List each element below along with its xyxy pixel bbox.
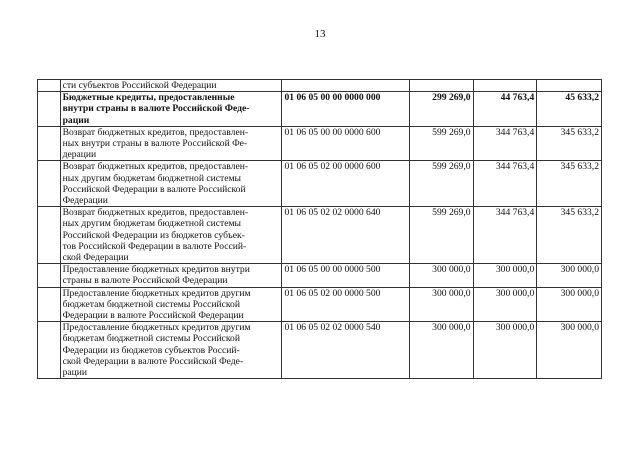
- budget-table-body: [38, 80, 602, 379]
- amount-cell-3: 345 633,2: [537, 126, 602, 161]
- margin-cell: [38, 207, 61, 264]
- budget-code-cell: 01 06 05 02 02 0000 640: [282, 207, 409, 264]
- budget-code-cell: 01 06 05 02 00 0000 500: [282, 287, 409, 322]
- amount-cell-1: [409, 80, 473, 92]
- budget-code-cell: 01 06 05 02 02 0000 540: [282, 322, 409, 379]
- item-name-line: рации: [62, 114, 90, 126]
- item-name-line: Предоставление бюджетных кредитов другим: [62, 287, 251, 299]
- item-name-line: ской Федерации в валюте Российской Феде-: [62, 355, 244, 367]
- amount-cell-3: 45 633,2: [537, 92, 602, 127]
- item-name-line: Российской Федерации из бюджетов субъек-: [62, 229, 245, 241]
- item-name-line: сти субъектов Российской Федерации: [62, 80, 217, 91]
- amount-cell-2: 344 763,4: [473, 207, 537, 264]
- item-name-line: дерации: [62, 149, 97, 161]
- amount-cell-3: 345 633,2: [537, 161, 602, 207]
- margin-cell: [38, 161, 61, 207]
- item-name-line: бюджетам бюджетной системы Российской: [62, 333, 240, 345]
- amount-cell-2: 44 763,4: [473, 92, 537, 127]
- item-name-line: бюджетам бюджетной системы Российской: [62, 298, 240, 310]
- margin-cell: [38, 264, 61, 287]
- item-name-line: Федерации в валюте Российской Федерации: [62, 310, 244, 322]
- budget-table: [37, 79, 602, 379]
- amount-cell-2: [473, 80, 537, 92]
- budget-code-cell: [282, 80, 409, 92]
- item-name-line: Федерации: [62, 195, 108, 207]
- margin-cell: [38, 287, 61, 322]
- amount-cell-3: 300 000,0: [537, 322, 602, 379]
- amount-cell-2: 300 000,0: [473, 264, 537, 287]
- amount-cell-2: 300 000,0: [473, 287, 537, 322]
- item-name-cell: [60, 207, 282, 264]
- item-name-line: рации: [62, 367, 88, 379]
- item-name-line: Возврат бюджетных кредитов, предоставлен-: [62, 161, 249, 173]
- item-name-cell: [60, 80, 282, 92]
- margin-cell: [38, 126, 61, 161]
- item-name-line: Российской Федерации в валюте Российской: [62, 183, 246, 195]
- table-row: [38, 126, 602, 161]
- amount-cell-1: 300 000,0: [409, 322, 473, 379]
- item-name-line: Возврат бюджетных кредитов, предоставлен-: [62, 207, 249, 219]
- item-name-line: ской Федерации: [62, 252, 129, 264]
- item-name-line: Федерации из бюджетов субъектов Россий-: [62, 344, 240, 356]
- table-row: [38, 207, 602, 264]
- amount-cell-1: 300 000,0: [409, 287, 473, 322]
- amount-cell-1: 599 269,0: [409, 126, 473, 161]
- margin-cell: [38, 92, 61, 127]
- item-name-cell: [60, 287, 282, 322]
- amount-cell-3: 300 000,0: [537, 287, 602, 322]
- table-row: [38, 92, 602, 127]
- table-row: [38, 80, 602, 92]
- budget-code-cell: 01 06 05 02 00 0000 600: [282, 161, 409, 207]
- amount-cell-3: 300 000,0: [537, 264, 602, 287]
- item-name-line: внутри страны в валюте Российской Феде-: [62, 103, 250, 115]
- item-name-line: ных другим бюджетам бюджетной системы: [62, 218, 241, 230]
- item-name-cell: [60, 322, 282, 379]
- budget-code-cell: 01 06 05 00 00 0000 000: [282, 92, 409, 127]
- item-name-line: Возврат бюджетных кредитов, предоставлен-: [62, 126, 249, 138]
- amount-cell-2: 344 763,4: [473, 161, 537, 207]
- amount-cell-3: 345 633,2: [537, 207, 602, 264]
- item-name-line: ных внутри страны в валюте Российской Фе-: [62, 138, 248, 150]
- budget-code-cell: 01 06 05 00 00 0000 600: [282, 126, 409, 161]
- margin-cell: [38, 80, 61, 92]
- amount-cell-1: 599 269,0: [409, 161, 473, 207]
- margin-cell: [38, 322, 61, 379]
- item-name-line: ных другим бюджетам бюджетной системы: [62, 172, 241, 184]
- item-name-cell: [60, 264, 282, 287]
- page-number: 13: [314, 28, 326, 40]
- item-name-cell: [60, 126, 282, 161]
- table-row: [38, 287, 602, 322]
- table-row: [38, 322, 602, 379]
- table-row: [38, 264, 602, 287]
- item-name-line: Бюджетные кредиты, предоставленные: [62, 92, 235, 104]
- amount-cell-2: 300 000,0: [473, 322, 537, 379]
- amount-cell-1: 300 000,0: [409, 264, 473, 287]
- amount-cell-2: 344 763,4: [473, 126, 537, 161]
- item-name-line: страны в валюте Российской Федерации: [62, 275, 228, 287]
- item-name-line: Предоставление бюджетных кредитов другим: [62, 322, 251, 334]
- item-name-line: тов Российской Федерации в валюте Россий-: [62, 240, 247, 252]
- amount-cell-1: 599 269,0: [409, 207, 473, 264]
- amount-cell-3: [537, 80, 602, 92]
- item-name-line: Предоставление бюджетных кредитов внутри: [62, 264, 250, 276]
- table-row: [38, 161, 602, 207]
- amount-cell-1: 299 269,0: [409, 92, 473, 127]
- budget-code-cell: 01 06 05 00 00 0000 500: [282, 264, 409, 287]
- item-name-cell: [60, 92, 282, 127]
- item-name-cell: [60, 161, 282, 207]
